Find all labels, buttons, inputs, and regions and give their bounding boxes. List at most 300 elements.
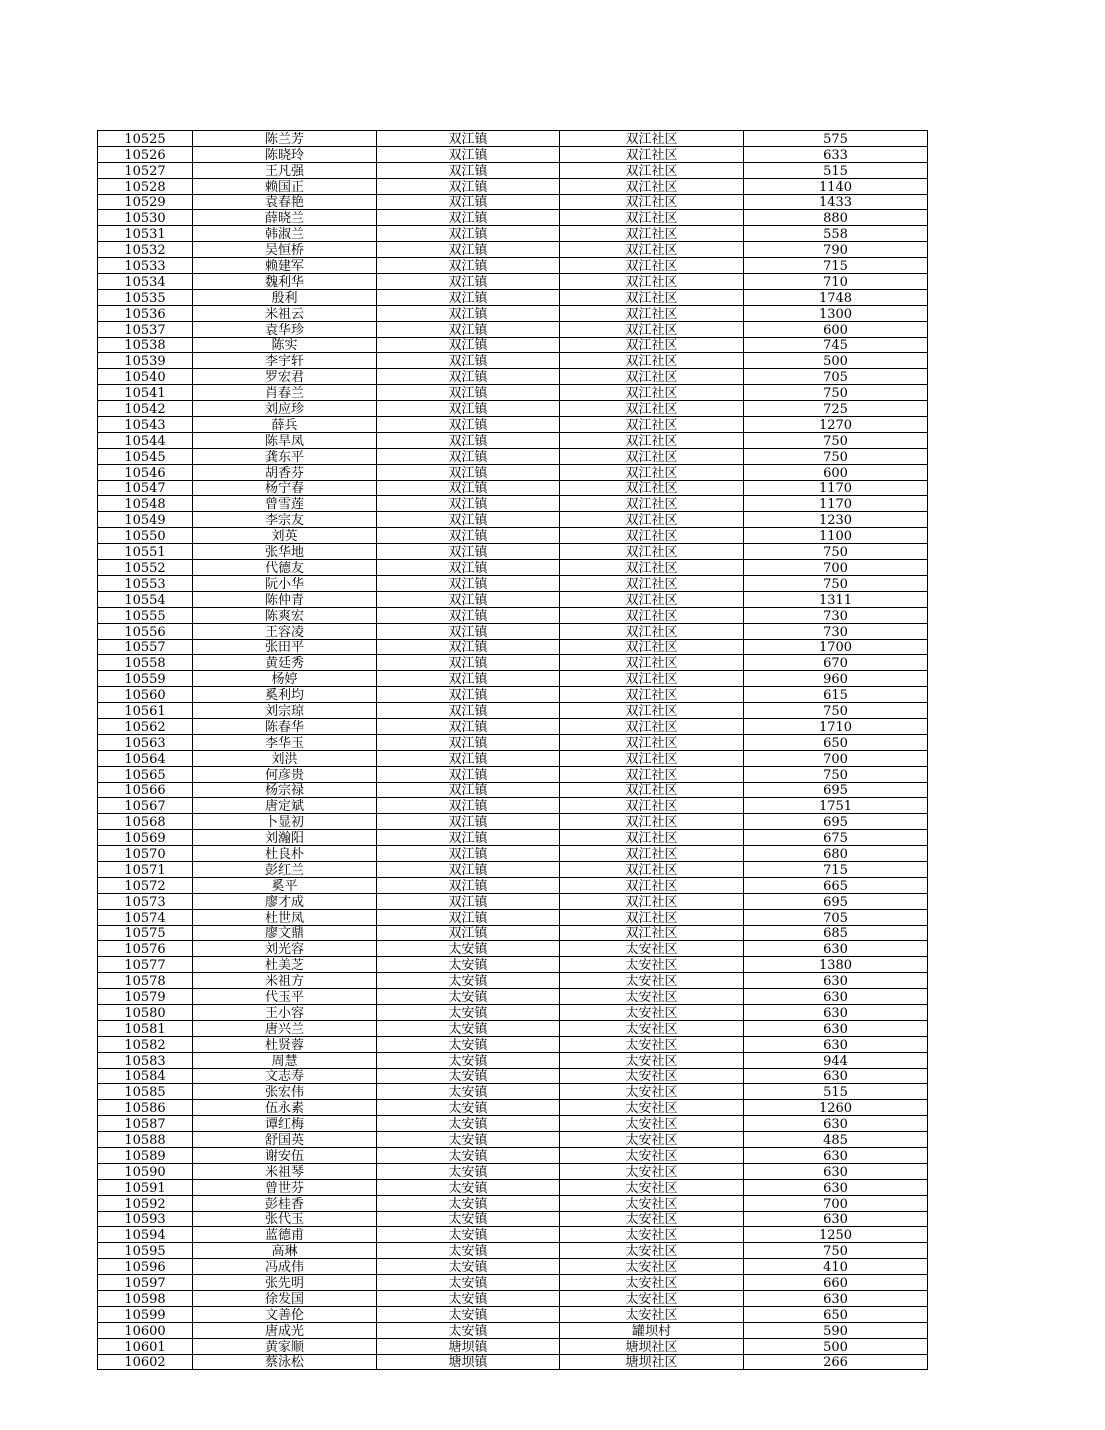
town-cell: 太安镇 [377, 1227, 560, 1243]
name-cell: 袁春艳 [193, 194, 377, 210]
community-cell: 太安社区 [560, 989, 744, 1005]
record-number-cell: 10566 [98, 782, 193, 798]
town-cell: 双江镇 [377, 274, 560, 290]
table-row [98, 957, 928, 973]
name-cell: 袁华珍 [193, 321, 377, 337]
table-row [98, 639, 928, 655]
amount-cell: 630 [744, 1148, 928, 1164]
town-cell: 双江镇 [377, 655, 560, 671]
community-cell: 双江社区 [560, 448, 744, 464]
name-cell: 唐兴兰 [193, 1020, 377, 1036]
town-cell: 双江镇 [377, 178, 560, 194]
community-cell: 太安社区 [560, 1132, 744, 1148]
name-cell: 蓝德甫 [193, 1227, 377, 1243]
community-cell: 双江社区 [560, 305, 744, 321]
table-row [98, 925, 928, 941]
record-number-cell: 10571 [98, 861, 193, 877]
record-number-cell: 10549 [98, 512, 193, 528]
record-number-cell: 10528 [98, 178, 193, 194]
community-cell: 双江社区 [560, 909, 744, 925]
town-cell: 双江镇 [377, 401, 560, 417]
town-cell: 双江镇 [377, 480, 560, 496]
record-number-cell: 10576 [98, 941, 193, 957]
amount-cell: 745 [744, 337, 928, 353]
name-cell: 刘洪 [193, 750, 377, 766]
name-cell: 奚平 [193, 877, 377, 893]
table-row [98, 194, 928, 210]
name-cell: 黄家顺 [193, 1338, 377, 1354]
community-cell: 双江社区 [560, 734, 744, 750]
name-cell: 罗宏君 [193, 369, 377, 385]
table-row [98, 544, 928, 560]
table-row [98, 575, 928, 591]
town-cell: 双江镇 [377, 591, 560, 607]
name-cell: 陈兰芳 [193, 131, 377, 147]
name-cell: 徐发国 [193, 1291, 377, 1307]
table-row [98, 1195, 928, 1211]
record-number-cell: 10555 [98, 607, 193, 623]
amount-cell: 500 [744, 1338, 928, 1354]
name-cell: 赖建军 [193, 258, 377, 274]
record-number-cell: 10579 [98, 989, 193, 1005]
table-row [98, 607, 928, 623]
name-cell: 曾雪莲 [193, 496, 377, 512]
record-number-cell: 10591 [98, 1179, 193, 1195]
name-cell: 刘宗琼 [193, 703, 377, 719]
town-cell: 太安镇 [377, 1020, 560, 1036]
community-cell: 双江社区 [560, 798, 744, 814]
record-number-cell: 10578 [98, 973, 193, 989]
record-number-cell: 10589 [98, 1148, 193, 1164]
record-number-cell: 10585 [98, 1084, 193, 1100]
record-number-cell: 10597 [98, 1275, 193, 1291]
town-cell: 双江镇 [377, 671, 560, 687]
table-row [98, 178, 928, 194]
table-row [98, 1148, 928, 1164]
table-row [98, 1179, 928, 1195]
table-row [98, 1116, 928, 1132]
town-cell: 太安镇 [377, 1036, 560, 1052]
community-cell: 太安社区 [560, 1148, 744, 1164]
table-row [98, 226, 928, 242]
community-cell: 太安社区 [560, 957, 744, 973]
town-cell: 双江镇 [377, 369, 560, 385]
record-number-cell: 10598 [98, 1291, 193, 1307]
table-row [98, 1322, 928, 1338]
amount-cell: 630 [744, 1179, 928, 1195]
town-cell: 双江镇 [377, 703, 560, 719]
record-number-cell: 10574 [98, 909, 193, 925]
town-cell: 双江镇 [377, 242, 560, 258]
community-cell: 太安社区 [560, 1179, 744, 1195]
table-row [98, 830, 928, 846]
table-row [98, 1068, 928, 1084]
name-cell: 唐成光 [193, 1322, 377, 1338]
community-cell: 双江社区 [560, 544, 744, 560]
amount-cell: 630 [744, 1116, 928, 1132]
record-number-cell: 10529 [98, 194, 193, 210]
town-cell: 太安镇 [377, 1116, 560, 1132]
table-row [98, 1020, 928, 1036]
amount-cell: 750 [744, 544, 928, 560]
record-number-cell: 10540 [98, 369, 193, 385]
name-cell: 何彦贵 [193, 766, 377, 782]
table-row [98, 1291, 928, 1307]
amount-cell: 960 [744, 671, 928, 687]
record-number-cell: 10600 [98, 1322, 193, 1338]
record-number-cell: 10536 [98, 305, 193, 321]
community-cell: 双江社区 [560, 782, 744, 798]
amount-cell: 600 [744, 321, 928, 337]
amount-cell: 650 [744, 734, 928, 750]
table-row [98, 734, 928, 750]
community-cell: 双江社区 [560, 591, 744, 607]
table-row [98, 146, 928, 162]
record-number-cell: 10531 [98, 226, 193, 242]
town-cell: 双江镇 [377, 830, 560, 846]
town-cell: 双江镇 [377, 448, 560, 464]
town-cell: 双江镇 [377, 846, 560, 862]
name-cell: 赖国正 [193, 178, 377, 194]
community-cell: 双江社区 [560, 687, 744, 703]
record-number-cell: 10570 [98, 846, 193, 862]
town-cell: 双江镇 [377, 861, 560, 877]
table-row [98, 798, 928, 814]
name-cell: 杜贤蓉 [193, 1036, 377, 1052]
community-cell: 双江社区 [560, 289, 744, 305]
community-cell: 太安社区 [560, 1306, 744, 1322]
town-cell: 双江镇 [377, 146, 560, 162]
amount-cell: 1433 [744, 194, 928, 210]
record-number-cell: 10594 [98, 1227, 193, 1243]
amount-cell: 790 [744, 242, 928, 258]
table-row [98, 655, 928, 671]
amount-cell: 1250 [744, 1227, 928, 1243]
table-row [98, 417, 928, 433]
amount-cell: 650 [744, 1306, 928, 1322]
name-cell: 张代玉 [193, 1211, 377, 1227]
amount-cell: 590 [744, 1322, 928, 1338]
community-cell: 双江社区 [560, 464, 744, 480]
table-row [98, 162, 928, 178]
community-cell: 双江社区 [560, 321, 744, 337]
name-cell: 李宗友 [193, 512, 377, 528]
name-cell: 陈晓玲 [193, 146, 377, 162]
table-row [98, 131, 928, 147]
name-cell: 陈实 [193, 337, 377, 353]
record-number-cell: 10567 [98, 798, 193, 814]
community-cell: 双江社区 [560, 162, 744, 178]
table-row [98, 623, 928, 639]
town-cell: 双江镇 [377, 432, 560, 448]
record-number-cell: 10573 [98, 893, 193, 909]
amount-cell: 705 [744, 369, 928, 385]
community-cell: 双江社区 [560, 877, 744, 893]
town-cell: 太安镇 [377, 1004, 560, 1020]
town-cell: 双江镇 [377, 528, 560, 544]
town-cell: 双江镇 [377, 162, 560, 178]
table-row [98, 512, 928, 528]
name-cell: 杨宁春 [193, 480, 377, 496]
town-cell: 双江镇 [377, 289, 560, 305]
amount-cell: 1100 [744, 528, 928, 544]
table-row [98, 369, 928, 385]
table-row [98, 846, 928, 862]
table-row [98, 814, 928, 830]
community-cell: 双江社区 [560, 480, 744, 496]
community-cell: 双江社区 [560, 623, 744, 639]
amount-cell: 725 [744, 401, 928, 417]
record-number-cell: 10596 [98, 1259, 193, 1275]
town-cell: 双江镇 [377, 623, 560, 639]
amount-cell: 1710 [744, 718, 928, 734]
amount-cell: 500 [744, 353, 928, 369]
community-cell: 太安社区 [560, 1100, 744, 1116]
amount-cell: 1751 [744, 798, 928, 814]
town-cell: 双江镇 [377, 560, 560, 576]
record-number-cell: 10577 [98, 957, 193, 973]
community-cell: 双江社区 [560, 607, 744, 623]
community-cell: 双江社区 [560, 385, 744, 401]
amount-cell: 558 [744, 226, 928, 242]
record-number-cell: 10552 [98, 560, 193, 576]
community-cell: 塘坝社区 [560, 1338, 744, 1354]
name-cell: 彭桂香 [193, 1195, 377, 1211]
community-cell: 罐坝村 [560, 1322, 744, 1338]
table-row [98, 321, 928, 337]
table-row [98, 591, 928, 607]
record-number-cell: 10568 [98, 814, 193, 830]
amount-cell: 1311 [744, 591, 928, 607]
amount-cell: 266 [744, 1354, 928, 1370]
record-number-cell: 10556 [98, 623, 193, 639]
table-row [98, 1259, 928, 1275]
amount-cell: 750 [744, 1243, 928, 1259]
name-cell: 周慧 [193, 1052, 377, 1068]
amount-cell: 715 [744, 258, 928, 274]
amount-cell: 680 [744, 846, 928, 862]
amount-cell: 1170 [744, 480, 928, 496]
amount-cell: 670 [744, 655, 928, 671]
amount-cell: 630 [744, 1020, 928, 1036]
name-cell: 卜显初 [193, 814, 377, 830]
name-cell: 李宇轩 [193, 353, 377, 369]
community-cell: 双江社区 [560, 671, 744, 687]
amount-cell: 750 [744, 575, 928, 591]
record-number-cell: 10543 [98, 417, 193, 433]
amount-cell: 750 [744, 703, 928, 719]
name-cell: 黄廷秀 [193, 655, 377, 671]
table-row [98, 1100, 928, 1116]
name-cell: 胡香芬 [193, 464, 377, 480]
record-number-cell: 10539 [98, 353, 193, 369]
town-cell: 双江镇 [377, 877, 560, 893]
table-row [98, 1338, 928, 1354]
community-cell: 双江社区 [560, 226, 744, 242]
amount-cell: 1748 [744, 289, 928, 305]
amount-cell: 1300 [744, 305, 928, 321]
table-row [98, 401, 928, 417]
name-cell: 文志寿 [193, 1068, 377, 1084]
table-row [98, 766, 928, 782]
town-cell: 太安镇 [377, 1163, 560, 1179]
table-row [98, 893, 928, 909]
record-number-cell: 10565 [98, 766, 193, 782]
name-cell: 杜世凤 [193, 909, 377, 925]
community-cell: 双江社区 [560, 846, 744, 862]
amount-cell: 630 [744, 1163, 928, 1179]
amount-cell: 630 [744, 1068, 928, 1084]
name-cell: 米祖云 [193, 305, 377, 321]
town-cell: 双江镇 [377, 210, 560, 226]
name-cell: 刘光容 [193, 941, 377, 957]
town-cell: 双江镇 [377, 305, 560, 321]
amount-cell: 1260 [744, 1100, 928, 1116]
community-cell: 双江社区 [560, 766, 744, 782]
community-cell: 双江社区 [560, 750, 744, 766]
community-cell: 太安社区 [560, 1052, 744, 1068]
community-cell: 太安社区 [560, 1068, 744, 1084]
community-cell: 太安社区 [560, 973, 744, 989]
table-row [98, 448, 928, 464]
town-cell: 双江镇 [377, 496, 560, 512]
town-cell: 太安镇 [377, 1132, 560, 1148]
record-number-cell: 10587 [98, 1116, 193, 1132]
name-cell: 米祖方 [193, 973, 377, 989]
table-row [98, 1211, 928, 1227]
name-cell: 张田平 [193, 639, 377, 655]
town-cell: 太安镇 [377, 1306, 560, 1322]
amount-cell: 880 [744, 210, 928, 226]
community-cell: 双江社区 [560, 560, 744, 576]
roster-table [97, 130, 928, 1370]
community-cell: 双江社区 [560, 194, 744, 210]
community-cell: 双江社区 [560, 369, 744, 385]
community-cell: 双江社区 [560, 830, 744, 846]
record-number-cell: 10583 [98, 1052, 193, 1068]
table-row [98, 1227, 928, 1243]
table-row [98, 973, 928, 989]
town-cell: 双江镇 [377, 687, 560, 703]
amount-cell: 1140 [744, 178, 928, 194]
name-cell: 廖才成 [193, 893, 377, 909]
town-cell: 双江镇 [377, 512, 560, 528]
town-cell: 双江镇 [377, 766, 560, 782]
town-cell: 太安镇 [377, 1275, 560, 1291]
town-cell: 太安镇 [377, 941, 560, 957]
amount-cell: 730 [744, 623, 928, 639]
record-number-cell: 10572 [98, 877, 193, 893]
record-number-cell: 10599 [98, 1306, 193, 1322]
community-cell: 双江社区 [560, 575, 744, 591]
name-cell: 韩淑兰 [193, 226, 377, 242]
town-cell: 太安镇 [377, 1068, 560, 1084]
town-cell: 双江镇 [377, 718, 560, 734]
community-cell: 双江社区 [560, 655, 744, 671]
amount-cell: 705 [744, 909, 928, 925]
town-cell: 太安镇 [377, 1211, 560, 1227]
record-number-cell: 10550 [98, 528, 193, 544]
community-cell: 双江社区 [560, 146, 744, 162]
amount-cell: 695 [744, 814, 928, 830]
community-cell: 双江社区 [560, 131, 744, 147]
amount-cell: 1380 [744, 957, 928, 973]
record-number-cell: 10545 [98, 448, 193, 464]
table-row [98, 432, 928, 448]
record-number-cell: 10581 [98, 1020, 193, 1036]
amount-cell: 730 [744, 607, 928, 623]
town-cell: 塘坝镇 [377, 1338, 560, 1354]
record-number-cell: 10532 [98, 242, 193, 258]
record-number-cell: 10564 [98, 750, 193, 766]
record-number-cell: 10561 [98, 703, 193, 719]
community-cell: 双江社区 [560, 512, 744, 528]
amount-cell: 630 [744, 989, 928, 1005]
table-row [98, 989, 928, 1005]
amount-cell: 630 [744, 1036, 928, 1052]
name-cell: 陈旱凤 [193, 432, 377, 448]
community-cell: 双江社区 [560, 242, 744, 258]
town-cell: 双江镇 [377, 337, 560, 353]
record-number-cell: 10527 [98, 162, 193, 178]
table-row [98, 1036, 928, 1052]
town-cell: 双江镇 [377, 925, 560, 941]
town-cell: 双江镇 [377, 575, 560, 591]
table-row [98, 877, 928, 893]
record-number-cell: 10535 [98, 289, 193, 305]
record-number-cell: 10559 [98, 671, 193, 687]
name-cell: 魏利华 [193, 274, 377, 290]
town-cell: 太安镇 [377, 1148, 560, 1164]
amount-cell: 695 [744, 782, 928, 798]
community-cell: 太安社区 [560, 1275, 744, 1291]
community-cell: 太安社区 [560, 1163, 744, 1179]
town-cell: 双江镇 [377, 734, 560, 750]
record-number-cell: 10560 [98, 687, 193, 703]
name-cell: 谢安伍 [193, 1148, 377, 1164]
community-cell: 双江社区 [560, 274, 744, 290]
community-cell: 双江社区 [560, 353, 744, 369]
town-cell: 太安镇 [377, 1243, 560, 1259]
town-cell: 太安镇 [377, 1322, 560, 1338]
record-number-cell: 10582 [98, 1036, 193, 1052]
community-cell: 双江社区 [560, 178, 744, 194]
record-number-cell: 10544 [98, 432, 193, 448]
community-cell: 双江社区 [560, 432, 744, 448]
record-number-cell: 10588 [98, 1132, 193, 1148]
community-cell: 太安社区 [560, 1004, 744, 1020]
community-cell: 双江社区 [560, 496, 744, 512]
community-cell: 太安社区 [560, 1116, 744, 1132]
town-cell: 双江镇 [377, 353, 560, 369]
record-number-cell: 10548 [98, 496, 193, 512]
town-cell: 太安镇 [377, 1179, 560, 1195]
amount-cell: 665 [744, 877, 928, 893]
record-number-cell: 10580 [98, 1004, 193, 1020]
name-cell: 吴恒桥 [193, 242, 377, 258]
amount-cell: 700 [744, 560, 928, 576]
record-number-cell: 10563 [98, 734, 193, 750]
record-number-cell: 10592 [98, 1195, 193, 1211]
table-row [98, 909, 928, 925]
name-cell: 阮小华 [193, 575, 377, 591]
name-cell: 彭红兰 [193, 861, 377, 877]
record-number-cell: 10542 [98, 401, 193, 417]
table-row [98, 385, 928, 401]
community-cell: 双江社区 [560, 528, 744, 544]
name-cell: 李华玉 [193, 734, 377, 750]
table-row [98, 1163, 928, 1179]
